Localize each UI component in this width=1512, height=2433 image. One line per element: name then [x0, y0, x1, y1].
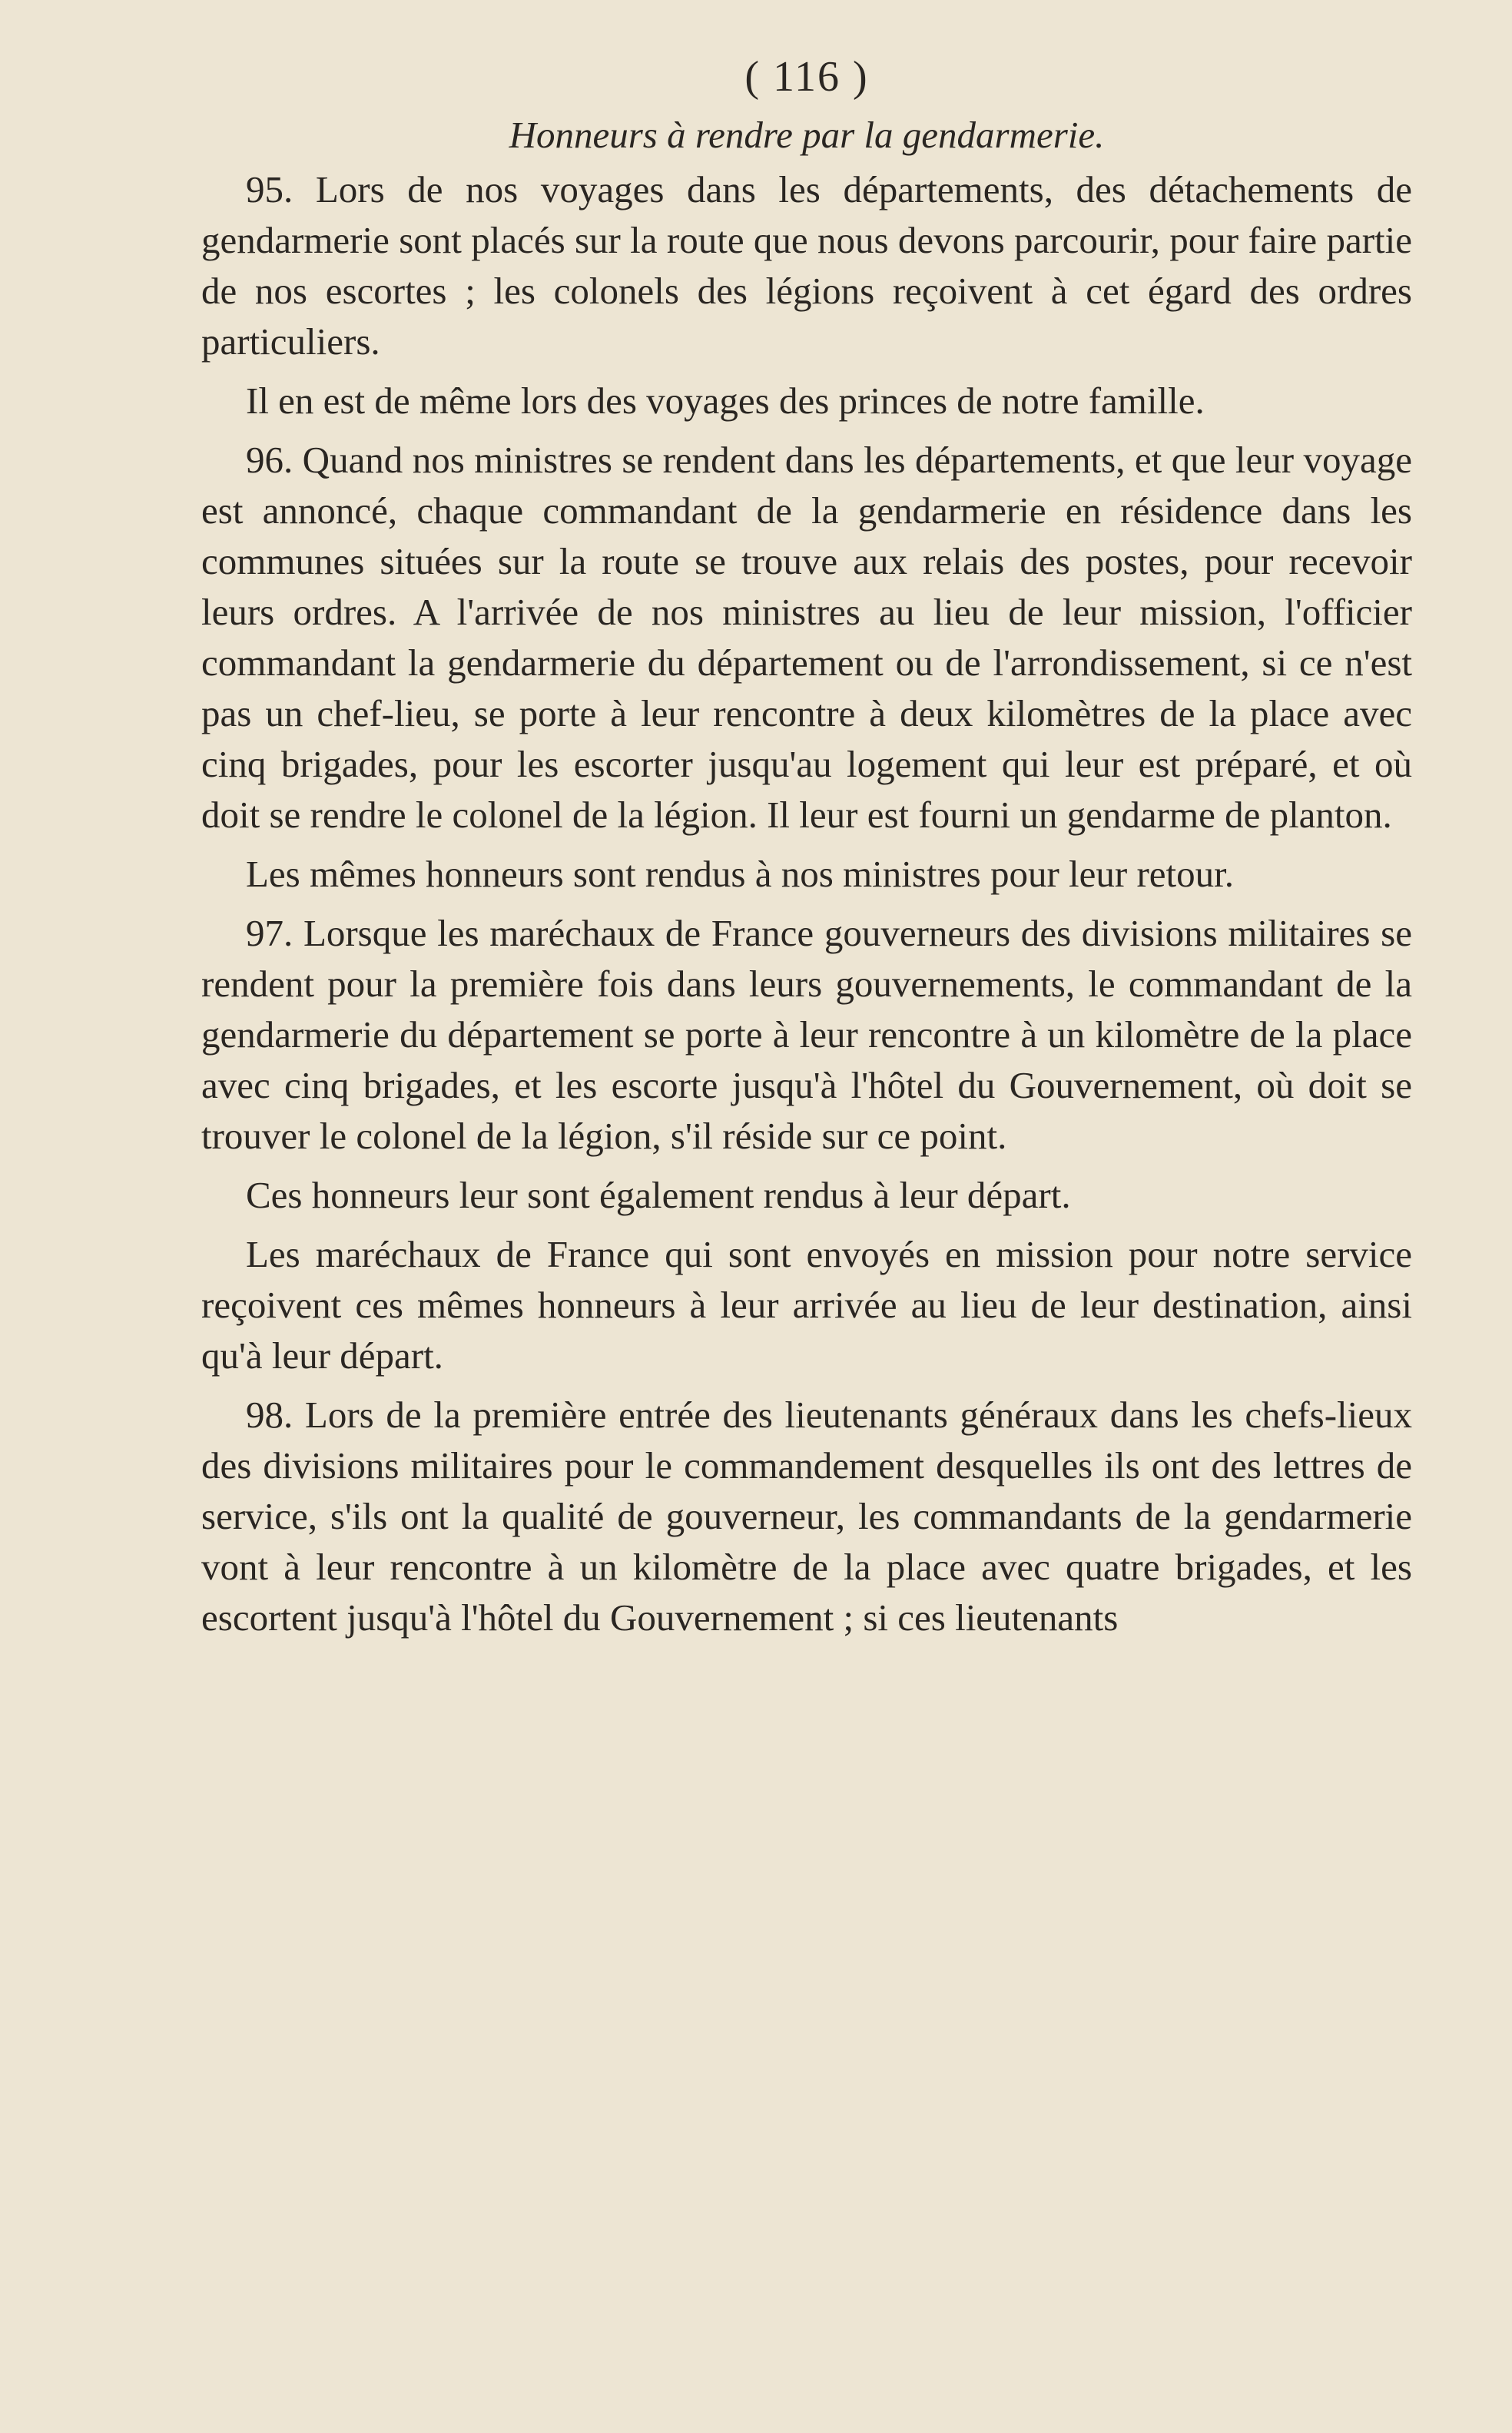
- paragraph-97-departure: Ces honneurs leur sont également rendus à leur départ.: [246, 1174, 1071, 1216]
- paragraph-96-continued: Les mêmes honneurs sont rendus à nos ministres pour leur retour.: [246, 853, 1235, 895]
- section-heading: Honneurs à rendre par la gendarmerie.: [509, 114, 1105, 156]
- paragraph-97: 97. Lorsque les maréchaux de France gouverneurs des divisions militaires se rendent pour la première fois dans leurs gouvernements, le commandant de la gendarmerie du département se porte à leur rencontre à un kilomètre de la place avec cinq brigades, et les escorte jusqu'à l'hôtel du Gouvernement, où doit se trouver le colonel de la légion, s'il réside sur ce point.: [201, 912, 1412, 1157]
- page-number: ( 116 ): [744, 53, 869, 101]
- page-text-block: [201, 46, 1412, 1652]
- paragraph-98: 98. Lors de la première entrée des lieutenants généraux dans les chefs-lieux des divisions militaires pour le commandement desquelles ils ont des lettres de service, s'ils ont la qualité de gouverneur, les commandants de la gendarmerie vont à leur rencontre à un kilomètre de la place avec quatre brigades, et les escortent jusqu'à l'hôtel du Gouvernement ; si ces lieutenants: [201, 1394, 1412, 1639]
- paragraph-96: 96. Quand nos ministres se rendent dans les départements, et que leur voyage est annoncé, chaque commandant de la gendarmerie en résidence dans les communes situées sur la route se trouve aux relais des postes, pour recevoir leurs ordres. A l'arrivée de nos ministres au lieu de leur mission, l'officier commandant la gendarmerie du département ou de l'arrondissement, si ce n'est pas un chef-lieu, se porte à leur rencontre à deux kilomètres de la place avec cinq brigades, pour les escorter jusqu'au logement qui leur est préparé, et où doit se rendre le colonel de la légion. Il leur est fourni un gendarme de planton.: [201, 439, 1412, 836]
- paragraph-97-mission: Les maréchaux de France qui sont envoyés en mission pour notre service reçoivent ces mêmes honneurs à leur arrivée au lieu de leur destination, ainsi qu'à leur départ.: [201, 1233, 1412, 1377]
- paragraph-95-continued: Il en est de même lors des voyages des princes de notre famille.: [246, 380, 1205, 422]
- paragraph-95: 95. Lors de nos voyages dans les départements, des détachements de gendarmerie sont placés sur la route que nous devons parcourir, pour faire partie de nos escortes ; les colonels des légions reçoivent à cet égard des ordres particuliers.: [201, 168, 1412, 363]
